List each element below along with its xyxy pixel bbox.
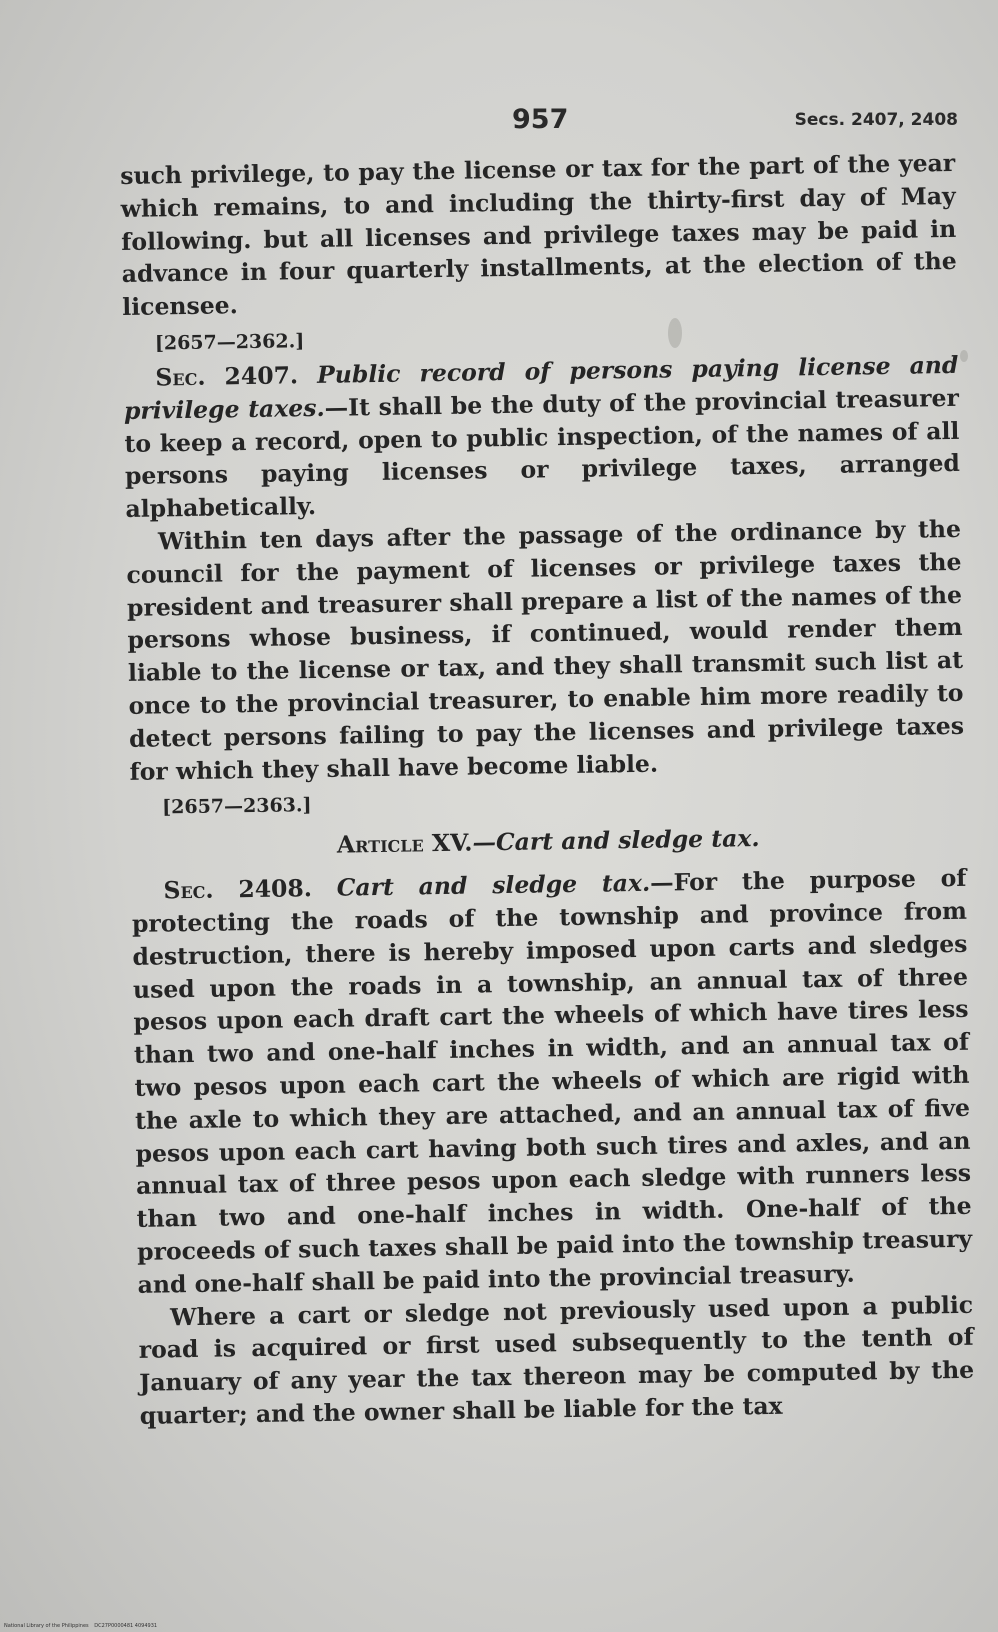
source-reference: [2657—2362.] [154, 330, 305, 355]
section-2408-text: —For the purpose of protecting the roads of the township and province from destruction, there is hereby imposed upon carts and sledges used upon the roads in a township, an annual tax of three pesos upon each draft cart the wheels of which have tires less than two and one-half inches in width, and an annual tax of two pesos upon each cart the wheels of which are rigid with the axle to which they are attached, and an annual tax of five pesos upon each cart having both such tires and axles, and an annual tax of three pesos upon each sledge with runners less than two and one-half inches in width. One-half of the proceeds of such taxes shall be paid into the township treasury and one-half shall be paid into the provincial treasury. [131, 863, 973, 1299]
page-number: 957 [512, 104, 569, 135]
page-body [120, 147, 975, 1433]
article-heading [131, 819, 966, 865]
section-2407-label: Sec. 2407. [155, 361, 299, 392]
source-reference: [2657—2363.] [162, 794, 312, 819]
section-2408-title: Cart and sledge tax. [336, 868, 651, 902]
footer-institution: National Library of the Philippines [4, 1623, 89, 1629]
footer-identifier: DC27P0000481 4094931 [94, 1623, 158, 1629]
section-2408-second-paragraph: Where a cart or sledge not previously used upon a public road is acquired or first used subsequently to the tenth of January of any year the tax thereon may be computed by the quarter; and the owner shall be liable for the tax [138, 1290, 975, 1430]
section-2407-text: —It shall be the duty of the provincial treasurer to keep a record, open to public inspection, of the names of all persons paying licenses or privilege taxes, arranged alphabetically. [124, 383, 961, 524]
article-label: Article XV. [336, 828, 473, 860]
page-smudge [960, 350, 968, 362]
running-section-reference: Secs. 2407, 2408 [794, 110, 958, 130]
section-2407-second-paragraph: Within ten days after the passage of the ordinance by the council for the payment of licenses or privilege taxes the president and treasurer shall prepare a list of the names of the persons whose business, if continued, would render them liable to the license or tax, and they shall transmit such list at once to the provincial treasurer, to enable him more readily to detect persons failing to pay the licenses and privilege taxes for which they shall have become liable. [126, 514, 965, 786]
scan-footer [4, 1623, 161, 1629]
continuation-paragraph: such privilege, to pay the license or tax for the part of the year which remains, to and including the thirty-first day of May following. but all licenses and privilege taxes may be paid in advance in four quarterly installments, at the election of the licensee. [120, 148, 957, 322]
section-2407-paragraph [123, 349, 960, 526]
section-2408-label: Sec. 2408. [163, 874, 313, 905]
article-title: —Cart and sledge tax. [472, 824, 760, 857]
section-2408-paragraph [131, 862, 973, 1301]
section-2407-title: Public record of persons paying license and privilege taxes. [123, 350, 959, 425]
page-header [0, 104, 998, 144]
